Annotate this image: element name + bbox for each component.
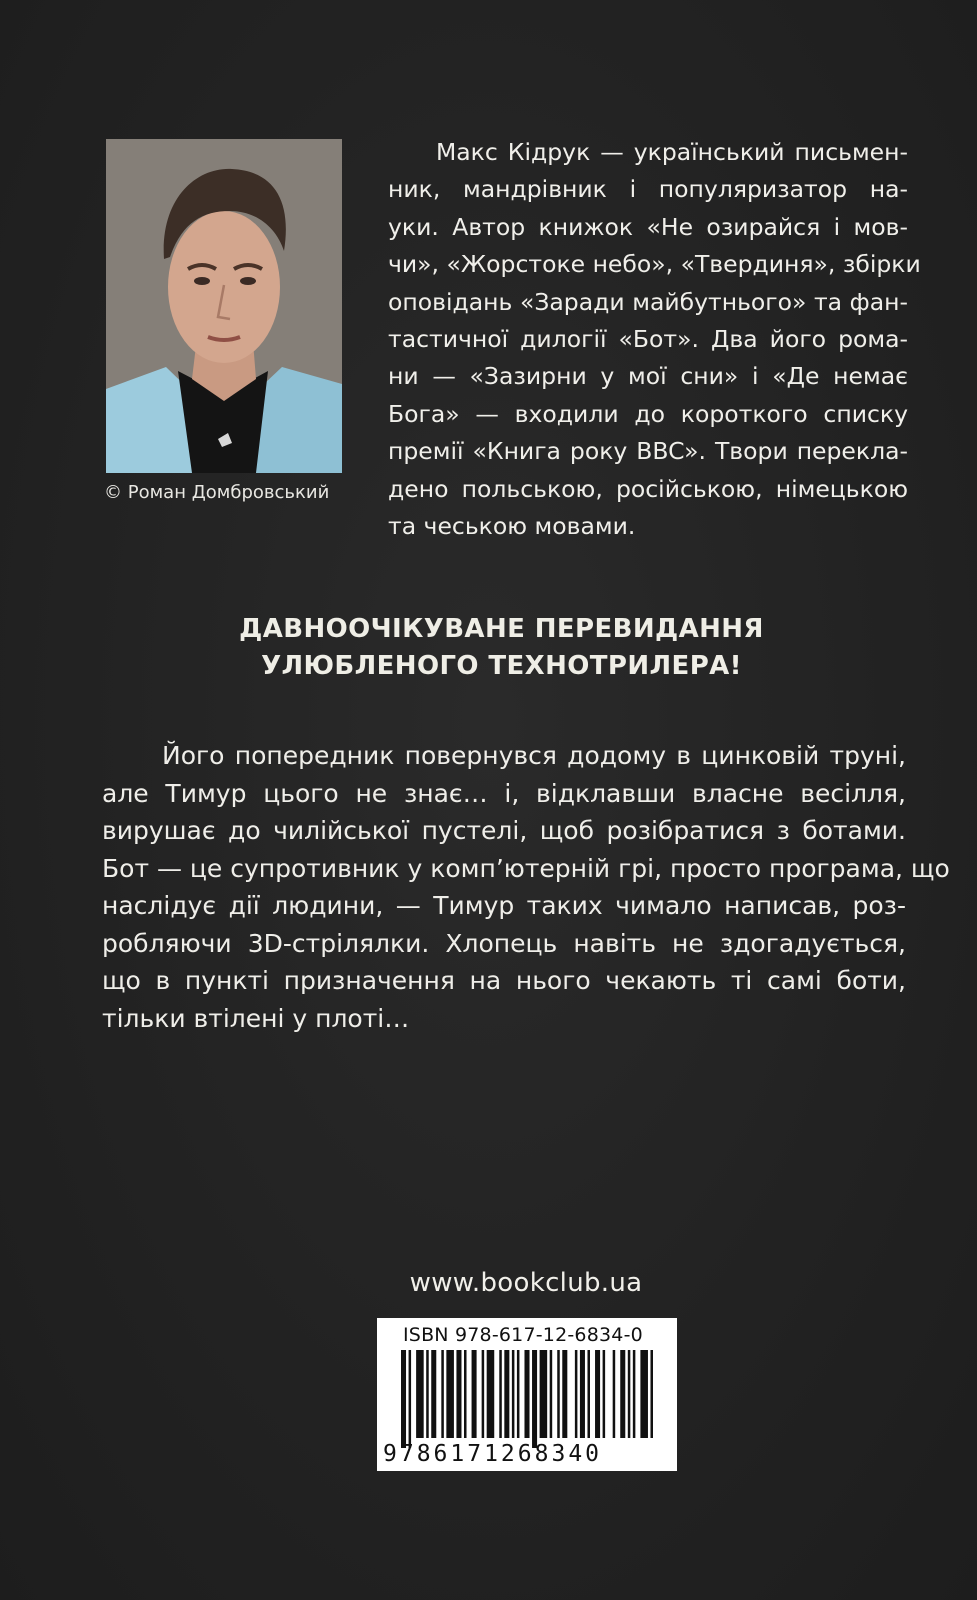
barcode-bar bbox=[504, 1350, 509, 1438]
bio-line: тастичної дилогії «Бот». Два його рома- bbox=[388, 324, 908, 353]
description-line: тільки втілені у плоті… bbox=[102, 1003, 410, 1033]
description-line: наслідує дії людини, — Тимур таких чимало написав, роз- bbox=[102, 891, 906, 920]
barcode-bar bbox=[595, 1350, 600, 1438]
barcode-bar bbox=[416, 1350, 424, 1438]
barcode-label bbox=[377, 1318, 677, 1471]
description-line: що в пункті призначення на нього чекають ті самі боти, bbox=[102, 966, 906, 995]
bio-line: ник, мандрівник і популяризатор на- bbox=[388, 175, 908, 204]
book-description bbox=[102, 737, 950, 1037]
barcode-bar bbox=[532, 1350, 537, 1448]
barcode-bar bbox=[524, 1350, 529, 1438]
barcode-bar bbox=[441, 1350, 444, 1438]
barcode-bar bbox=[580, 1350, 585, 1438]
barcode-bar bbox=[499, 1350, 502, 1438]
barcode-bar bbox=[620, 1350, 625, 1438]
barcode-bar bbox=[456, 1350, 461, 1438]
barcode-number: 9786171268340 bbox=[383, 1441, 603, 1467]
isbn-text: ISBN 978-617-12-6834-0 bbox=[403, 1324, 643, 1346]
barcode-bar bbox=[401, 1350, 406, 1448]
barcode-bar bbox=[487, 1350, 495, 1438]
barcode-bar bbox=[587, 1350, 590, 1438]
barcode-bar bbox=[464, 1350, 467, 1438]
barcode-bar bbox=[640, 1350, 648, 1438]
barcode-bar bbox=[426, 1350, 429, 1438]
barcode-bar bbox=[482, 1350, 485, 1438]
author-bio bbox=[388, 134, 921, 545]
barcode-bar bbox=[446, 1350, 454, 1438]
barcode-bar bbox=[472, 1350, 477, 1438]
bio-line: премії «Книга року BBC». Твори перекла- bbox=[388, 437, 908, 466]
barcode-bar bbox=[431, 1350, 436, 1438]
bio-line: ни — «Зазирни у мої сни» і «Де немає bbox=[388, 362, 908, 391]
barcode-bar bbox=[633, 1350, 636, 1438]
bio-line: оповідань «Заради майбутнього» та фан- bbox=[388, 287, 908, 316]
bio-line: уки. Автор книжок «Не озирайся і мов- bbox=[388, 212, 908, 241]
barcode-bar bbox=[603, 1350, 606, 1438]
barcode-bar bbox=[512, 1350, 515, 1438]
headline-line: УЛЮБЛЕНОГО ТЕХНОТРИЛЕРА! bbox=[261, 651, 742, 681]
bio-line: Бога» — входили до короткого списку bbox=[388, 399, 908, 428]
barcode-bar bbox=[562, 1350, 567, 1438]
description-line: робляючи 3D-стрілялки. Хлопець навіть не здогадується, bbox=[102, 928, 906, 958]
description-line: Бот — це супротивник у комп’ютерній грі, просто програма, що bbox=[102, 853, 950, 883]
barcode-bar bbox=[628, 1350, 631, 1438]
bio-line: дено польською, російською, німецькою bbox=[388, 474, 908, 503]
publisher-website: www.bookclub.ua bbox=[409, 1268, 643, 1298]
barcode-bar bbox=[650, 1350, 653, 1438]
bio-line: та чеською мовами. bbox=[388, 511, 636, 540]
author-photo bbox=[106, 139, 342, 473]
barcode-bar bbox=[550, 1350, 553, 1438]
photo-credit: © Роман Домбровський bbox=[104, 482, 330, 503]
barcode-bar bbox=[409, 1350, 412, 1448]
bio-line: Макс Кідрук — український письмен- bbox=[436, 138, 908, 166]
barcode-bar bbox=[540, 1350, 548, 1438]
description-line: Його попередник повернувся додому в цинковій труні, bbox=[162, 741, 906, 770]
barcode-bar bbox=[557, 1350, 560, 1438]
bio-line: чи», «Жорстоке небо», «Твердиня», збірки bbox=[388, 250, 921, 279]
description-line: вирушає до чилійської пустелі, щоб розібратися з ботами. bbox=[102, 816, 906, 845]
barcode-bar bbox=[517, 1350, 520, 1438]
description-line: але Тимур цього не знає… і, відклавши власне весілля, bbox=[102, 778, 906, 808]
headline-line: ДАВНООЧІКУВАНЕ ПЕРЕВИДАННЯ bbox=[239, 614, 764, 644]
headline bbox=[0, 611, 977, 685]
barcode-bar bbox=[613, 1350, 616, 1438]
barcode-bar bbox=[575, 1350, 578, 1438]
